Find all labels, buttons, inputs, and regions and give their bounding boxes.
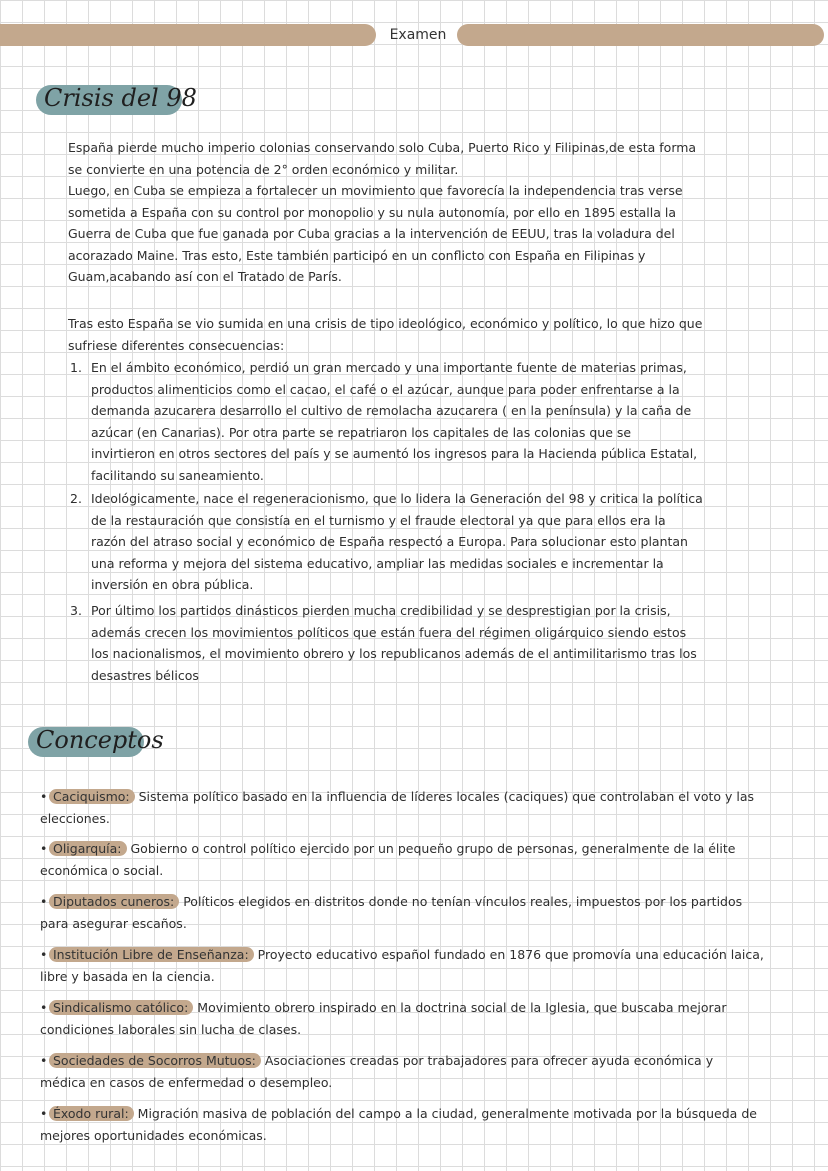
concept-item <box>40 1103 757 1146</box>
concept-definition: Políticos elegidos en distritos donde no tenían vínculos reales, impuestos por los partidos <box>183 894 743 909</box>
text-line: Luego, en Cuba se empieza a fortalecer un movimiento que favorecía la independencia tras verse <box>68 183 683 198</box>
text-line: los nacionalismos, el movimiento obrero y los republicanos además de el antimilitarismo tras los <box>91 646 697 661</box>
text-line: Por último los partidos dinásticos pierden mucha credibilidad y se desprestigian por la crisis, <box>91 603 671 618</box>
concept-term: Caciquismo: <box>49 789 135 804</box>
paragraph-consequences-intro <box>68 313 702 356</box>
concept-term: Sindicalismo católico: <box>49 1000 193 1015</box>
list-item <box>91 488 703 596</box>
text-line: desastres bélicos <box>91 667 199 683</box>
header-bar-left <box>0 24 376 46</box>
concept-definition: Migración masiva de población del campo a la ciudad, generalmente motivada por la búsqueda de <box>137 1106 757 1121</box>
text-line: sometida a España con su control por monopolio y su nula autonomía, por ello en 1895 estalla la <box>68 204 677 220</box>
text-line: En el ámbito económico, perdió un gran mercado y una importante fuente de materias primas, <box>91 360 687 375</box>
text-line: demanda azucarera desarrollo el cultivo de remolacha azucarera ( en la península) y la caña de <box>91 403 692 418</box>
bullet-icon: • <box>40 789 48 804</box>
concept-item <box>40 997 727 1040</box>
text-line: de la restauración que consistía en el turnismo y el fraude electoral ya que para ellos era la <box>91 512 666 528</box>
section-title-crisis: Crisis del 98 <box>44 84 197 112</box>
list-item <box>91 600 697 686</box>
bullet-icon: • <box>40 947 48 962</box>
text-line: Guerra de Cuba que fue ganada por Cuba gracias a la intervención de EEUU, tras la voladura del <box>68 226 675 241</box>
bullet-icon: • <box>40 894 48 909</box>
page-title: Examen <box>389 27 447 43</box>
concept-term: Sociedades de Socorros Mutuos: <box>49 1053 261 1068</box>
concept-definition-continued: médica en casos de enfermedad o desempleo. <box>40 1074 333 1090</box>
concept-term: Institución Libre de Enseñanza: <box>49 947 254 962</box>
bullet-icon: • <box>40 841 48 856</box>
concept-definition: Proyecto educativo español fundado en 1876 que promovía una educación laica, <box>257 947 764 962</box>
text-line: una reforma y mejora del sistema educativo, ampliar las medidas sociales e incrementar la <box>91 555 664 571</box>
text-line: Tras esto España se vio sumida en una crisis de tipo ideológico, económico y político, lo que hizo que <box>68 316 703 331</box>
text-line: sufriese diferentes consecuencias: <box>68 337 285 353</box>
concept-definition-continued: para asegurar escaños. <box>40 915 187 931</box>
concept-item <box>40 944 764 987</box>
concept-definition-continued: económica o social. <box>40 862 164 878</box>
text-line: invirtieron en otros sectores del país y se aumentó los ingresos para la Hacienda pública Estatal, <box>91 446 698 461</box>
concept-definition: Movimiento obrero inspirado en la doctrina social de la Iglesia, que buscaba mejorar <box>197 1000 727 1015</box>
concept-definition-continued: condiciones laborales sin lucha de clases. <box>40 1021 302 1037</box>
concept-item <box>40 838 735 881</box>
concept-definition: Asociaciones creadas por trabajadores para ofrecer ayuda económica y <box>264 1053 714 1068</box>
list-number: 3. <box>70 603 82 618</box>
concept-item <box>40 786 754 829</box>
concept-item <box>40 1050 713 1093</box>
concept-term: Diputados cuneros: <box>49 894 179 909</box>
concept-definition: Gobierno o control político ejercido por un pequeño grupo de personas, generalmente de la élite <box>130 841 736 856</box>
list-number: 2. <box>70 491 82 506</box>
section-title-conceptos: Conceptos <box>36 726 164 754</box>
concept-term: Oligarquía: <box>49 841 127 856</box>
header-bar-right <box>457 24 824 46</box>
bullet-icon: • <box>40 1106 48 1121</box>
text-line: facilitando su saneamiento. <box>91 467 264 483</box>
text-line: azúcar (en Canarias). Por otra parte se repatriaron los capitales de las colonias que se <box>91 424 632 440</box>
concept-definition: Sistema político basado en la influencia de líderes locales (caciques) que controlaban el voto y las <box>138 789 755 804</box>
text-line: Ideológicamente, nace el regeneracionismo, que lo lidera la Generación del 98 y critica la política <box>91 491 703 506</box>
text-line: razón del atraso social y económico de España respectó a Europa. Para solucionar esto plantan <box>91 534 688 549</box>
bullet-icon: • <box>40 1000 48 1015</box>
list-number: 1. <box>70 360 82 375</box>
paragraph-crisis-intro <box>68 137 696 288</box>
text-line: Guam,acabando así con el Tratado de París. <box>68 269 342 284</box>
bullet-icon: • <box>40 1053 48 1068</box>
text-line: se convierte en una potencia de 2° orden económico y militar. <box>68 161 459 177</box>
text-line: productos alimenticios como el cacao, el café o el azúcar, aunque para poder enfrentarse a la <box>91 381 680 397</box>
text-line: España pierde mucho imperio colonias conservando solo Cuba, Puerto Rico y Filipinas,de esta forma <box>68 140 697 155</box>
concept-definition-continued: libre y basada en la ciencia. <box>40 968 215 984</box>
text-line: inversión en obra pública. <box>91 577 254 592</box>
text-line: además crecen los movimientos políticos que están fuera del régimen oligárquico siendo estos <box>91 624 687 640</box>
concept-item <box>40 891 742 934</box>
concept-definition-continued: elecciones. <box>40 810 110 826</box>
concept-definition-continued: mejores oportunidades económicas. <box>40 1127 267 1143</box>
list-item <box>91 357 697 486</box>
text-line: acorazado Maine. Tras esto, Este también participó en un conflicto con España en Filipinas y <box>68 247 646 263</box>
concept-term: Éxodo rural: <box>49 1106 134 1121</box>
